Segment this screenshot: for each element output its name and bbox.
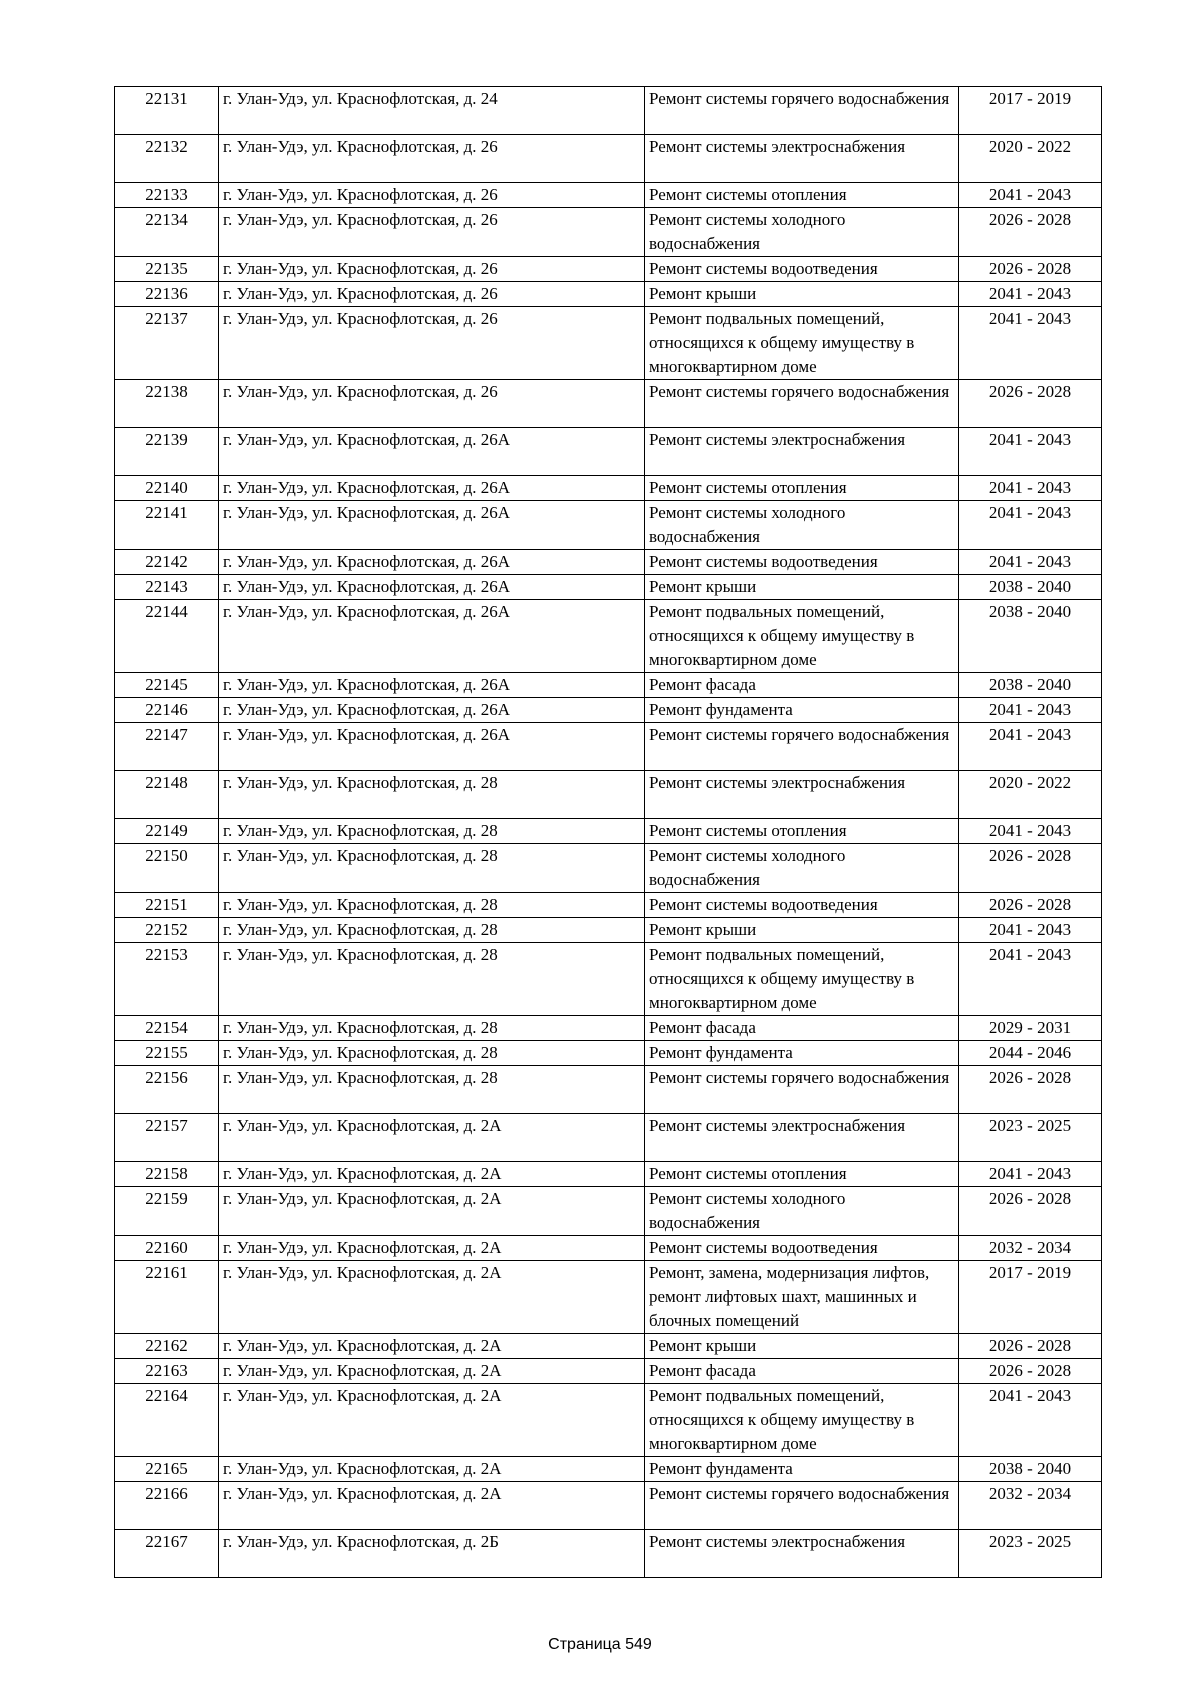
work-type-cell: Ремонт системы холодного водоснабжения	[645, 208, 959, 257]
period-cell: 2041 - 2043	[959, 282, 1102, 307]
row-id-cell: 22132	[115, 135, 219, 183]
work-type-cell: Ремонт системы горячего водоснабжения	[645, 380, 959, 428]
period-cell: 2026 - 2028	[959, 257, 1102, 282]
address-cell: г. Улан-Удэ, ул. Краснофлотская, д. 26	[219, 257, 645, 282]
row-id-cell: 22143	[115, 575, 219, 600]
period-cell: 2020 - 2022	[959, 135, 1102, 183]
table-row	[115, 183, 1102, 208]
address-cell: г. Улан-Удэ, ул. Краснофлотская, д. 28	[219, 819, 645, 844]
table-row	[115, 476, 1102, 501]
row-id-cell: 22135	[115, 257, 219, 282]
period-cell: 2041 - 2043	[959, 943, 1102, 1016]
row-id-cell: 22167	[115, 1530, 219, 1578]
address-cell: г. Улан-Удэ, ул. Краснофлотская, д. 2А	[219, 1384, 645, 1457]
table-row	[115, 1236, 1102, 1261]
period-cell: 2038 - 2040	[959, 600, 1102, 673]
work-type-cell: Ремонт системы горячего водоснабжения	[645, 1066, 959, 1114]
work-type-cell: Ремонт системы горячего водоснабжения	[645, 1482, 959, 1530]
period-cell: 2041 - 2043	[959, 1384, 1102, 1457]
work-type-cell: Ремонт фасада	[645, 1359, 959, 1384]
table-row	[115, 1041, 1102, 1066]
work-type-cell: Ремонт системы отопления	[645, 476, 959, 501]
table-row	[115, 208, 1102, 257]
address-cell: г. Улан-Удэ, ул. Краснофлотская, д. 26А	[219, 673, 645, 698]
table-row	[115, 501, 1102, 550]
address-cell: г. Улан-Удэ, ул. Краснофлотская, д. 26	[219, 183, 645, 208]
row-id-cell: 22157	[115, 1114, 219, 1162]
period-cell: 2026 - 2028	[959, 1066, 1102, 1114]
address-cell: г. Улан-Удэ, ул. Краснофлотская, д. 26А	[219, 476, 645, 501]
address-cell: г. Улан-Удэ, ул. Краснофлотская, д. 2А	[219, 1236, 645, 1261]
address-cell: г. Улан-Удэ, ул. Краснофлотская, д. 2А	[219, 1457, 645, 1482]
work-type-cell: Ремонт системы холодного водоснабжения	[645, 501, 959, 550]
table-row	[115, 135, 1102, 183]
row-id-cell: 22142	[115, 550, 219, 575]
address-cell: г. Улан-Удэ, ул. Краснофлотская, д. 26А	[219, 575, 645, 600]
address-cell: г. Улан-Удэ, ул. Краснофлотская, д. 2А	[219, 1359, 645, 1384]
row-id-cell: 22149	[115, 819, 219, 844]
table-row	[115, 723, 1102, 771]
address-cell: г. Улан-Удэ, ул. Краснофлотская, д. 26А	[219, 501, 645, 550]
table-row	[115, 307, 1102, 380]
period-cell: 2026 - 2028	[959, 844, 1102, 893]
table-row	[115, 1530, 1102, 1578]
work-type-cell: Ремонт подвальных помещений, относящихся к общему имуществу в многоквартирном доме	[645, 1384, 959, 1457]
work-type-cell: Ремонт системы электроснабжения	[645, 135, 959, 183]
work-type-cell: Ремонт подвальных помещений, относящихся к общему имуществу в многоквартирном доме	[645, 600, 959, 673]
row-id-cell: 22144	[115, 600, 219, 673]
page-number: Страница 549	[548, 1636, 652, 1653]
address-cell: г. Улан-Удэ, ул. Краснофлотская, д. 2А	[219, 1334, 645, 1359]
table-row	[115, 257, 1102, 282]
address-cell: г. Улан-Удэ, ул. Краснофлотская, д. 28	[219, 918, 645, 943]
period-cell: 2038 - 2040	[959, 673, 1102, 698]
work-type-cell: Ремонт системы водоотведения	[645, 550, 959, 575]
table-row	[115, 1334, 1102, 1359]
work-type-cell: Ремонт крыши	[645, 918, 959, 943]
row-id-cell: 22154	[115, 1016, 219, 1041]
table-row	[115, 1066, 1102, 1114]
period-cell: 2026 - 2028	[959, 380, 1102, 428]
address-cell: г. Улан-Удэ, ул. Краснофлотская, д. 26	[219, 282, 645, 307]
row-id-cell: 22159	[115, 1187, 219, 1236]
row-id-cell: 22139	[115, 428, 219, 476]
address-cell: г. Улан-Удэ, ул. Краснофлотская, д. 2А	[219, 1187, 645, 1236]
period-cell: 2029 - 2031	[959, 1016, 1102, 1041]
repair-schedule-table	[114, 86, 1102, 1578]
address-cell: г. Улан-Удэ, ул. Краснофлотская, д. 26	[219, 307, 645, 380]
work-type-cell: Ремонт системы холодного водоснабжения	[645, 1187, 959, 1236]
address-cell: г. Улан-Удэ, ул. Краснофлотская, д. 2Б	[219, 1530, 645, 1578]
work-type-cell: Ремонт системы холодного водоснабжения	[645, 844, 959, 893]
address-cell: г. Улан-Удэ, ул. Краснофлотская, д. 2А	[219, 1114, 645, 1162]
work-type-cell: Ремонт системы электроснабжения	[645, 1530, 959, 1578]
address-cell: г. Улан-Удэ, ул. Краснофлотская, д. 26	[219, 208, 645, 257]
period-cell: 2026 - 2028	[959, 208, 1102, 257]
row-id-cell: 22131	[115, 87, 219, 135]
period-cell: 2041 - 2043	[959, 819, 1102, 844]
row-id-cell: 22166	[115, 1482, 219, 1530]
period-cell: 2041 - 2043	[959, 918, 1102, 943]
address-cell: г. Улан-Удэ, ул. Краснофлотская, д. 28	[219, 1041, 645, 1066]
table-row	[115, 893, 1102, 918]
work-type-cell: Ремонт системы водоотведения	[645, 1236, 959, 1261]
work-type-cell: Ремонт системы электроснабжения	[645, 428, 959, 476]
table-row	[115, 1359, 1102, 1384]
work-type-cell: Ремонт системы водоотведения	[645, 893, 959, 918]
address-cell: г. Улан-Удэ, ул. Краснофлотская, д. 2А	[219, 1162, 645, 1187]
period-cell: 2026 - 2028	[959, 893, 1102, 918]
period-cell: 2041 - 2043	[959, 428, 1102, 476]
row-id-cell: 22140	[115, 476, 219, 501]
table-row	[115, 1114, 1102, 1162]
work-type-cell: Ремонт крыши	[645, 575, 959, 600]
row-id-cell: 22137	[115, 307, 219, 380]
table-row	[115, 87, 1102, 135]
work-type-cell: Ремонт системы электроснабжения	[645, 1114, 959, 1162]
period-cell: 2041 - 2043	[959, 1162, 1102, 1187]
address-cell: г. Улан-Удэ, ул. Краснофлотская, д. 28	[219, 943, 645, 1016]
table-row	[115, 1016, 1102, 1041]
row-id-cell: 22152	[115, 918, 219, 943]
work-type-cell: Ремонт фасада	[645, 673, 959, 698]
period-cell: 2038 - 2040	[959, 575, 1102, 600]
period-cell: 2041 - 2043	[959, 698, 1102, 723]
period-cell: 2017 - 2019	[959, 87, 1102, 135]
table-row	[115, 1261, 1102, 1334]
period-cell: 2041 - 2043	[959, 307, 1102, 380]
table-row	[115, 1384, 1102, 1457]
table-row	[115, 673, 1102, 698]
row-id-cell: 22161	[115, 1261, 219, 1334]
table-row	[115, 943, 1102, 1016]
address-cell: г. Улан-Удэ, ул. Краснофлотская, д. 26А	[219, 723, 645, 771]
row-id-cell: 22158	[115, 1162, 219, 1187]
row-id-cell: 22151	[115, 893, 219, 918]
work-type-cell: Ремонт системы водоотведения	[645, 257, 959, 282]
row-id-cell: 22165	[115, 1457, 219, 1482]
work-type-cell: Ремонт, замена, модернизация лифтов, ремонт лифтовых шахт, машинных и блочных помещений	[645, 1261, 959, 1334]
address-cell: г. Улан-Удэ, ул. Краснофлотская, д. 28	[219, 1066, 645, 1114]
table-row	[115, 600, 1102, 673]
row-id-cell: 22148	[115, 771, 219, 819]
period-cell: 2041 - 2043	[959, 550, 1102, 575]
table-row	[115, 698, 1102, 723]
period-cell: 2032 - 2034	[959, 1482, 1102, 1530]
address-cell: г. Улан-Удэ, ул. Краснофлотская, д. 26А	[219, 550, 645, 575]
work-type-cell: Ремонт фундамента	[645, 1457, 959, 1482]
table-body	[115, 87, 1102, 1578]
period-cell: 2023 - 2025	[959, 1530, 1102, 1578]
row-id-cell: 22136	[115, 282, 219, 307]
work-type-cell: Ремонт крыши	[645, 282, 959, 307]
work-type-cell: Ремонт системы электроснабжения	[645, 771, 959, 819]
period-cell: 2026 - 2028	[959, 1187, 1102, 1236]
row-id-cell: 22163	[115, 1359, 219, 1384]
period-cell: 2026 - 2028	[959, 1359, 1102, 1384]
table-row	[115, 771, 1102, 819]
row-id-cell: 22146	[115, 698, 219, 723]
work-type-cell: Ремонт фундамента	[645, 1041, 959, 1066]
table-row	[115, 918, 1102, 943]
period-cell: 2023 - 2025	[959, 1114, 1102, 1162]
period-cell: 2020 - 2022	[959, 771, 1102, 819]
period-cell: 2026 - 2028	[959, 1334, 1102, 1359]
period-cell: 2041 - 2043	[959, 476, 1102, 501]
row-id-cell: 22145	[115, 673, 219, 698]
table-row	[115, 1162, 1102, 1187]
work-type-cell: Ремонт подвальных помещений, относящихся к общему имуществу в многоквартирном доме	[645, 307, 959, 380]
work-type-cell: Ремонт фундамента	[645, 698, 959, 723]
row-id-cell: 22141	[115, 501, 219, 550]
address-cell: г. Улан-Удэ, ул. Краснофлотская, д. 26А	[219, 428, 645, 476]
address-cell: г. Улан-Удэ, ул. Краснофлотская, д. 26	[219, 380, 645, 428]
row-id-cell: 22150	[115, 844, 219, 893]
period-cell: 2041 - 2043	[959, 501, 1102, 550]
period-cell: 2017 - 2019	[959, 1261, 1102, 1334]
address-cell: г. Улан-Удэ, ул. Краснофлотская, д. 28	[219, 893, 645, 918]
row-id-cell: 22147	[115, 723, 219, 771]
table-row	[115, 1482, 1102, 1530]
address-cell: г. Улан-Удэ, ул. Краснофлотская, д. 28	[219, 771, 645, 819]
work-type-cell: Ремонт системы горячего водоснабжения	[645, 723, 959, 771]
period-cell: 2032 - 2034	[959, 1236, 1102, 1261]
row-id-cell: 22134	[115, 208, 219, 257]
row-id-cell: 22133	[115, 183, 219, 208]
address-cell: г. Улан-Удэ, ул. Краснофлотская, д. 28	[219, 844, 645, 893]
work-type-cell: Ремонт крыши	[645, 1334, 959, 1359]
row-id-cell: 22162	[115, 1334, 219, 1359]
address-cell: г. Улан-Удэ, ул. Краснофлотская, д. 26А	[219, 600, 645, 673]
address-cell: г. Улан-Удэ, ул. Краснофлотская, д. 2А	[219, 1261, 645, 1334]
row-id-cell: 22164	[115, 1384, 219, 1457]
table-row	[115, 282, 1102, 307]
table-row	[115, 819, 1102, 844]
row-id-cell: 22155	[115, 1041, 219, 1066]
address-cell: г. Улан-Удэ, ул. Краснофлотская, д. 28	[219, 1016, 645, 1041]
address-cell: г. Улан-Удэ, ул. Краснофлотская, д. 26А	[219, 698, 645, 723]
row-id-cell: 22156	[115, 1066, 219, 1114]
work-type-cell: Ремонт системы отопления	[645, 819, 959, 844]
table-row	[115, 1457, 1102, 1482]
table-row	[115, 550, 1102, 575]
work-type-cell: Ремонт системы отопления	[645, 183, 959, 208]
period-cell: 2044 - 2046	[959, 1041, 1102, 1066]
work-type-cell: Ремонт системы горячего водоснабжения	[645, 87, 959, 135]
work-type-cell: Ремонт фасада	[645, 1016, 959, 1041]
period-cell: 2041 - 2043	[959, 183, 1102, 208]
table-row	[115, 380, 1102, 428]
period-cell: 2038 - 2040	[959, 1457, 1102, 1482]
row-id-cell: 22153	[115, 943, 219, 1016]
address-cell: г. Улан-Удэ, ул. Краснофлотская, д. 24	[219, 87, 645, 135]
row-id-cell: 22138	[115, 380, 219, 428]
table-row	[115, 575, 1102, 600]
table-row	[115, 428, 1102, 476]
table-row	[115, 844, 1102, 893]
work-type-cell: Ремонт системы отопления	[645, 1162, 959, 1187]
table-row	[115, 1187, 1102, 1236]
row-id-cell: 22160	[115, 1236, 219, 1261]
period-cell: 2041 - 2043	[959, 723, 1102, 771]
address-cell: г. Улан-Удэ, ул. Краснофлотская, д. 26	[219, 135, 645, 183]
work-type-cell: Ремонт подвальных помещений, относящихся к общему имуществу в многоквартирном доме	[645, 943, 959, 1016]
address-cell: г. Улан-Удэ, ул. Краснофлотская, д. 2А	[219, 1482, 645, 1530]
